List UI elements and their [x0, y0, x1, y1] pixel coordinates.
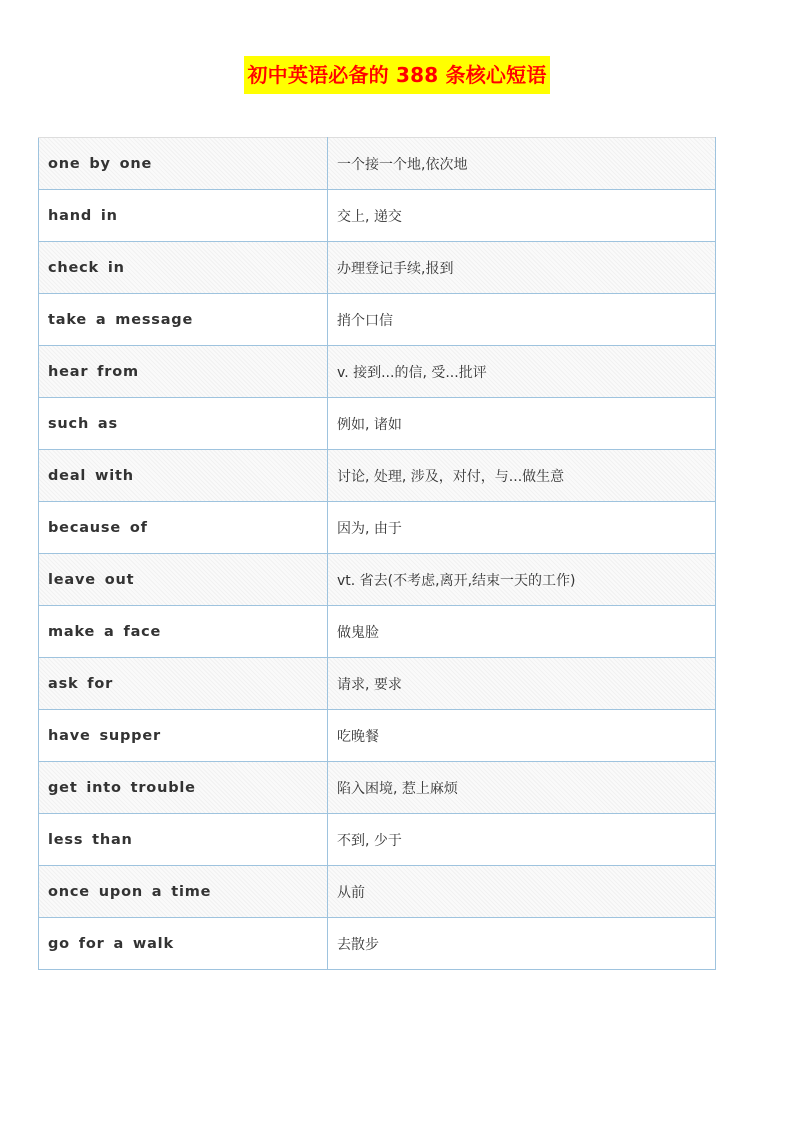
chinese-meaning: 不到, 少于	[328, 814, 716, 866]
table-row	[39, 502, 716, 554]
english-phrase: deal with	[39, 450, 328, 502]
page-title: 初中英语必备的 388 条核心短语	[244, 56, 549, 94]
table-row	[39, 398, 716, 450]
english-phrase: have supper	[39, 710, 328, 762]
table-row	[39, 866, 716, 918]
english-phrase: ask for	[39, 658, 328, 710]
chinese-meaning: 做鬼脸	[328, 606, 716, 658]
chinese-meaning: 去散步	[328, 918, 716, 970]
chinese-meaning: 因为, 由于	[328, 502, 716, 554]
chinese-meaning: 请求, 要求	[328, 658, 716, 710]
english-phrase: less than	[39, 814, 328, 866]
chinese-meaning: 办理登记手续,报到	[328, 242, 716, 294]
english-phrase: make a face	[39, 606, 328, 658]
table-row	[39, 242, 716, 294]
english-phrase: get into trouble	[39, 762, 328, 814]
english-phrase: hand in	[39, 190, 328, 242]
chinese-meaning: vt. 省去(不考虑,离开,结束一天的工作)	[328, 554, 716, 606]
english-phrase: one by one	[39, 138, 328, 190]
table-row	[39, 762, 716, 814]
table-row	[39, 710, 716, 762]
chinese-meaning: v. 接到...的信, 受...批评	[328, 346, 716, 398]
table-row	[39, 138, 716, 190]
table-row	[39, 814, 716, 866]
english-phrase: go for a walk	[39, 918, 328, 970]
table-row	[39, 658, 716, 710]
english-phrase: once upon a time	[39, 866, 328, 918]
table-row	[39, 294, 716, 346]
table-row	[39, 346, 716, 398]
title-container	[0, 56, 794, 94]
english-phrase: because of	[39, 502, 328, 554]
english-phrase: leave out	[39, 554, 328, 606]
chinese-meaning: 交上, 递交	[328, 190, 716, 242]
table-row	[39, 918, 716, 970]
table-row	[39, 450, 716, 502]
english-phrase: hear from	[39, 346, 328, 398]
chinese-meaning: 例如, 诸如	[328, 398, 716, 450]
chinese-meaning: 一个接一个地,依次地	[328, 138, 716, 190]
chinese-meaning: 捎个口信	[328, 294, 716, 346]
table-row	[39, 606, 716, 658]
english-phrase: take a message	[39, 294, 328, 346]
chinese-meaning: 讨论, 处理, 涉及，对付，与...做生意	[328, 450, 716, 502]
phrase-table	[38, 137, 716, 970]
english-phrase: such as	[39, 398, 328, 450]
table-row	[39, 554, 716, 606]
english-phrase: check in	[39, 242, 328, 294]
chinese-meaning: 吃晚餐	[328, 710, 716, 762]
chinese-meaning: 从前	[328, 866, 716, 918]
chinese-meaning: 陷入困境, 惹上麻烦	[328, 762, 716, 814]
table-row	[39, 190, 716, 242]
